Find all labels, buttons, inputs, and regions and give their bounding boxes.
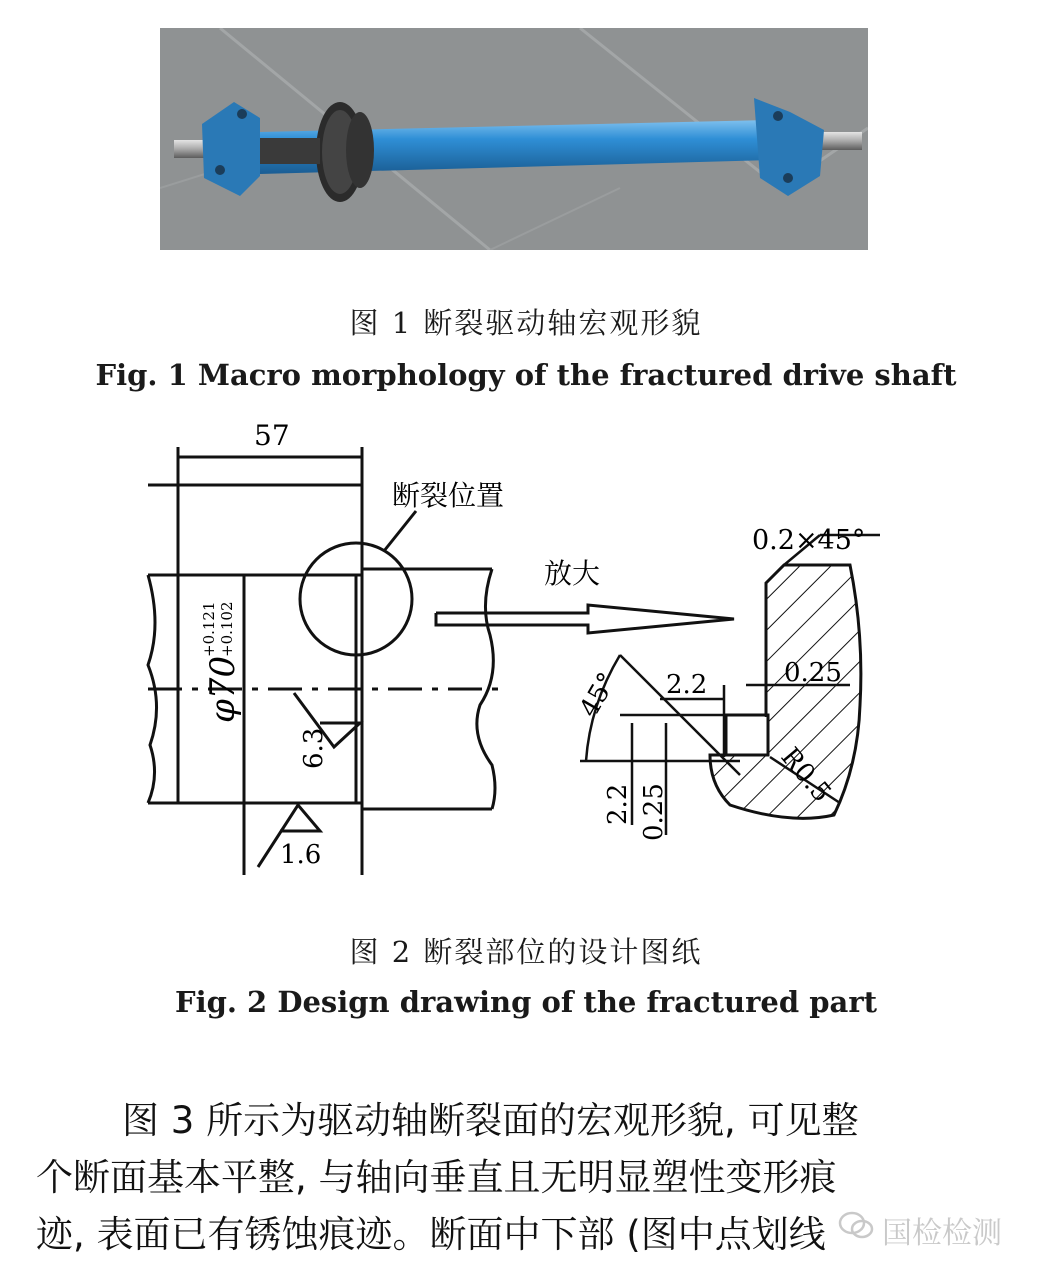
figure2-caption-cn: 图 2 断裂部位的设计图纸: [349, 935, 703, 969]
watermark: [838, 1208, 1002, 1252]
watermark-text: 国检检测: [882, 1216, 1002, 1251]
body-line-1: 图 3 所示为驱动轴断裂面的宏观形貌, 可见整: [122, 1099, 859, 1142]
label-enlarge: 放大: [544, 557, 601, 590]
figure1-caption-cn: 图 1 断裂驱动轴宏观形貌: [349, 306, 703, 340]
label-dim-0-25-top: 0.25: [784, 658, 842, 688]
label-angle-45: 45°: [574, 667, 624, 723]
label-roughness-1-6: 1.6: [280, 840, 322, 870]
figure2-drawing: [120, 405, 880, 895]
shaft-right-end: [820, 132, 862, 150]
label-tol-lower: +0.102: [218, 601, 236, 657]
label-dim-2-2-left: 2.2: [603, 783, 633, 825]
label-chamfer: 0.2×45°: [752, 525, 866, 556]
figure1-caption-en: Fig. 1 Macro morphology of the fractured drive shaft: [95, 358, 957, 392]
label-diameter: φ70: [203, 655, 243, 723]
enlarge-arrow: [436, 605, 734, 633]
body-line-2: 个断面基本平整, 与轴向垂直且无明显塑性变形痕: [36, 1156, 837, 1199]
label-radius: R0.5: [774, 742, 837, 809]
label-57: 57: [254, 419, 290, 452]
figure2-caption-en: Fig. 2 Design drawing of the fractured part: [174, 985, 877, 1019]
label-tol-upper: +0.121: [200, 601, 218, 657]
body-line-3: 迹, 表面已有锈蚀痕迹。断面中下部 (图中点划线: [36, 1213, 826, 1256]
label-fracture-position: 断裂位置: [392, 479, 505, 512]
figure1-photo: [160, 28, 868, 250]
wechat-icon: [838, 1211, 874, 1249]
label-dim-2-2-top: 2.2: [666, 670, 708, 700]
label-roughness-6-3: 6.3: [299, 727, 329, 769]
detail-view: [710, 565, 861, 818]
label-dim-0-25-left: 0.25: [639, 783, 669, 841]
